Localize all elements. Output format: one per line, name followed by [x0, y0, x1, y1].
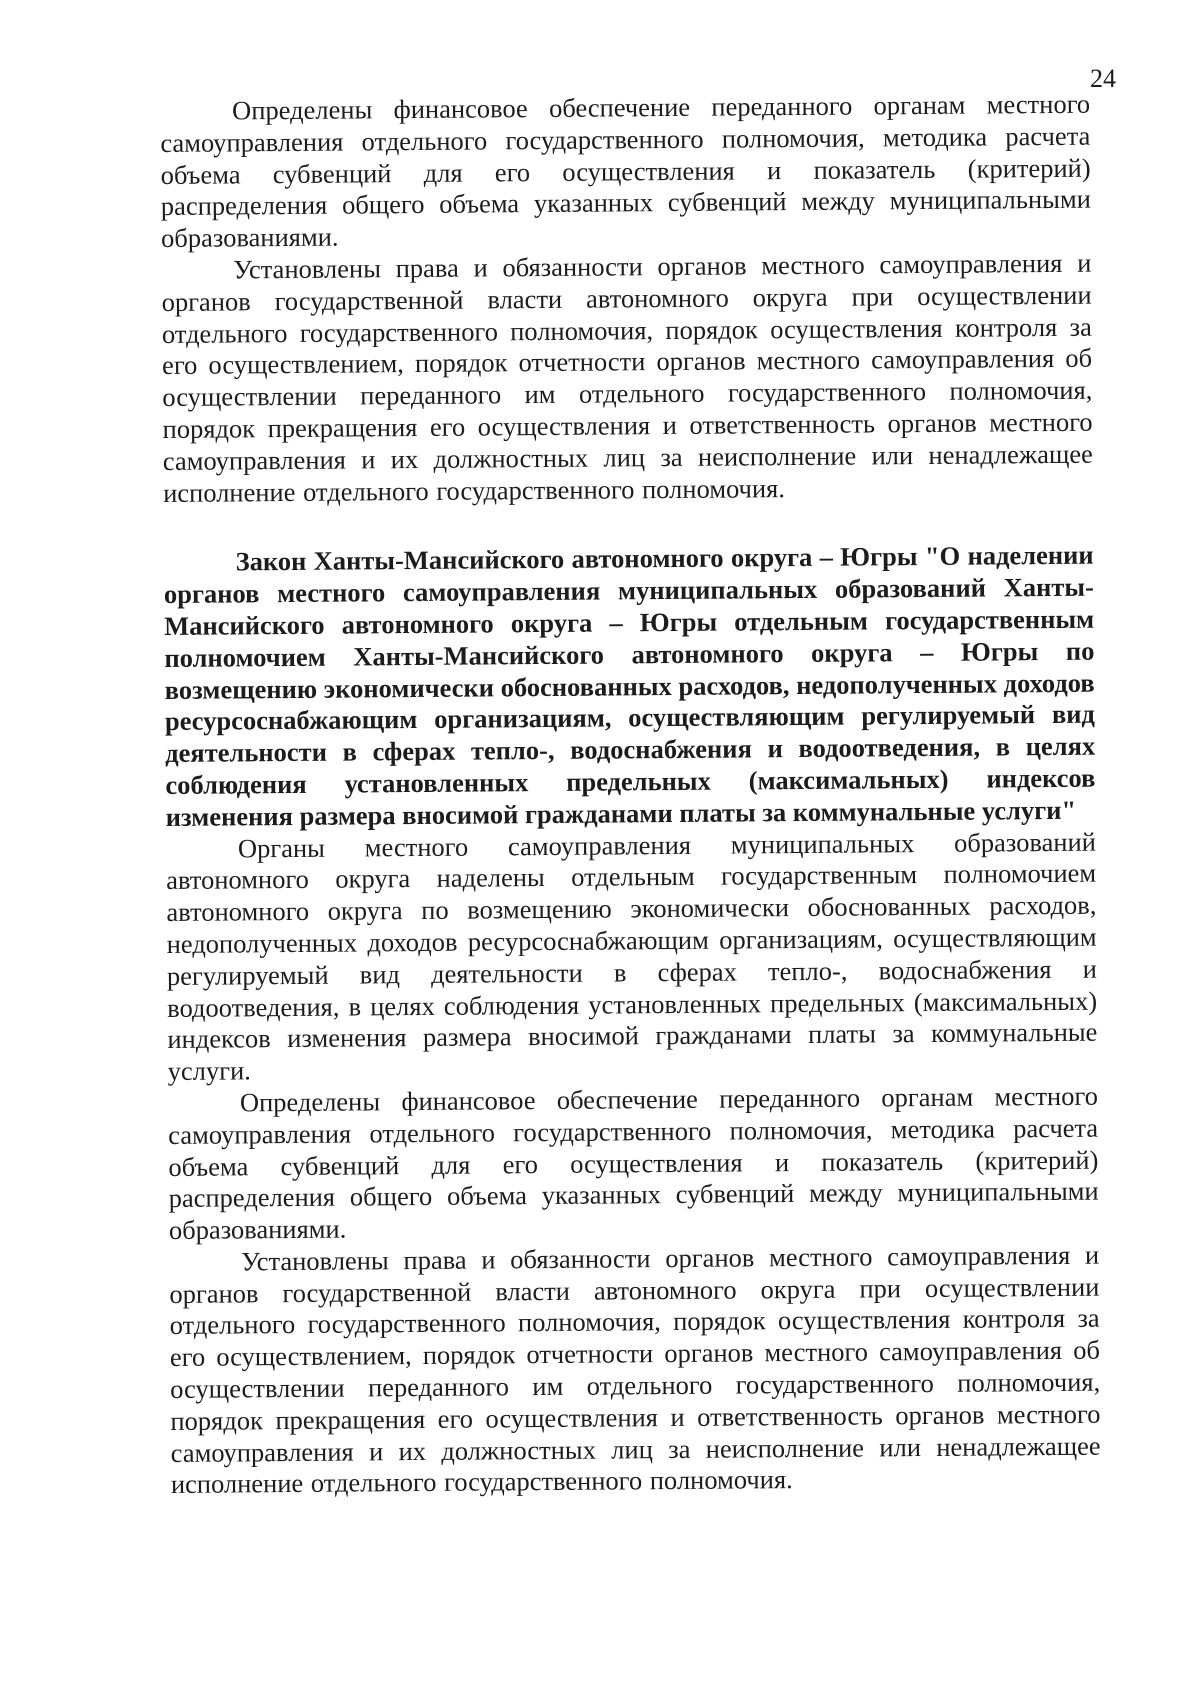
paragraph-delegation: Органы местного самоуправления муниципальных образований автономного округа наделены отдельным государственным полномочием автономного округа по возмещению экономически обоснованных расходов, недополученных доходов ресурсоснабжающим организациям, осуществляющим регулируемый вид деятельности в сферах тепло-, водоснабжения и водоотведения, в целях соблюдения установленных предельных (максимальных) индексов изменения размера вносимой гражданами платы за коммунальные услуги. — [166, 826, 1098, 1087]
paragraph-rights-duties: Установлены права и обязанности органов местного самоуправления и органов государственной власти автономного округа при осуществлении отдельного государственного полномочия, порядок осуществления контроля за его осуществлением, порядок отчетности органов местного самоуправления об осуществлении переданного им отдельного государственного полномочия, порядок прекращения его осуществления и ответственность органов местного самоуправления и их должностных лиц за неисполнение или ненадлежащее исполнение отдельного государственного полномочия. — [161, 247, 1093, 508]
paragraph-financing-2: Определены финансовое обеспечение переданного органам местного самоуправления отдельного государственного полномочия, методика расчета объема субвенций для его осуществления и показатель (критерий) распределения общего объема указанных субвенций между муниципальными образованиями. — [168, 1080, 1099, 1246]
law-title: Закон Ханты-Мансийского автономного округа – Югры "О наделении органов местного самоуправления муниципальных образований Ханты-Мансийского автономного округа – Югры отдельным государственным полномочием Ханты-Мансийского автономного округа – Югры по возмещению экономически обоснованных расходов, недополученных доходов ресурсоснабжающим организациям, осуществляющим регулируемый вид деятельности в сферах тепло-, водоснабжения и водоотведения, в целях соблюдения установленных предельных (максимальных) индексов изменения размера вносимой гражданами платы за коммунальные услуги" — [163, 540, 1096, 832]
page-number: 24 — [1090, 64, 1116, 93]
paragraph-financing: Определены финансовое обеспечение переданного органам местного самоуправления отдельного государственного полномочия, методика расчета объема субвенций для его осуществления и показатель (критерий) распределения общего объема указанных субвенций между муниципальными образованиями. — [160, 88, 1091, 254]
document-body — [160, 89, 1101, 1502]
paragraph-rights-duties-2: Установлены права и обязанности органов местного самоуправления и органов государственной власти автономного округа при осуществлении отдельного государственного полномочия, порядок осуществления контроля за его осуществлением, порядок отчетности органов местного самоуправления об осуществлении переданного им отдельного государственного полномочия, порядок прекращения его осуществления и ответственность органов местного самоуправления и их должностных лиц за неисполнение или ненадлежащее исполнение отдельного государственного полномочия. — [169, 1239, 1101, 1500]
